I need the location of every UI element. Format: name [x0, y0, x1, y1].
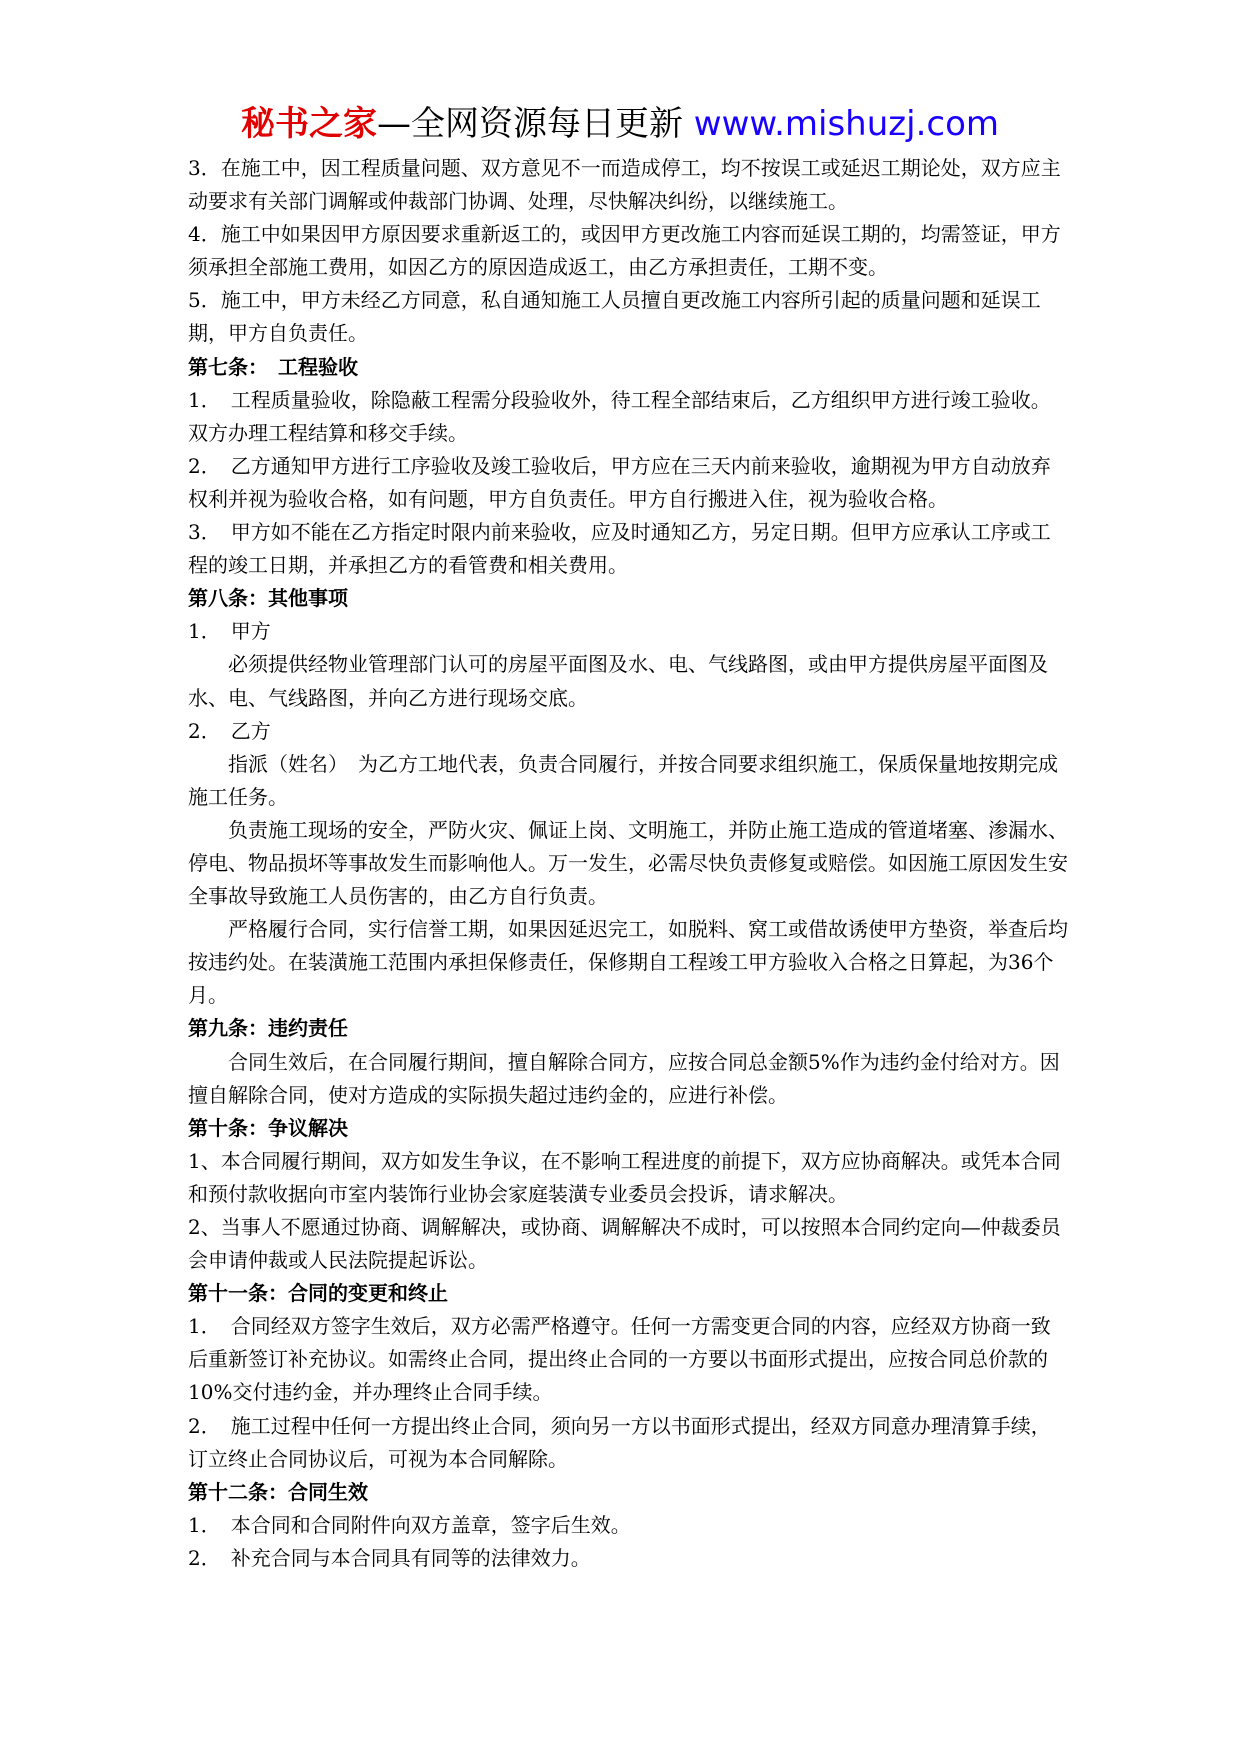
- contract-paragraph: 2． 施工过程中任何一方提出终止合同，须向另一方以书面形式提出，经双方同意办理清算手续，订立终止合同协议后，可视为本合同解除。: [188, 1413, 1051, 1471]
- section-heading: 第十条：争议解决: [188, 1115, 348, 1140]
- page-header: [0, 98, 1240, 150]
- contract-paragraph: 合同生效后，在合同履行期间，擅自解除合同方，应按合同总金额5%作为违约金付给对方。因擅自解除合同，使对方造成的实际损失超过违约金的，应进行补偿。: [188, 1049, 1060, 1107]
- header-url-link[interactable]: www.mishuzj.com: [693, 104, 999, 144]
- contract-paragraph: 1． 合同经双方签字生效后，双方必需严格遵守。任何一方需变更合同的内容，应经双方协商一致后重新签订补充协议。如需终止合同，提出终止合同的一方要以书面形式提出，应按合同总价款的10%交付违约金，并办理终止合同手续。: [188, 1314, 1051, 1405]
- contract-paragraph: 1、本合同履行期间，双方如发生争议，在不影响工程进度的前提下，双方应协商解决。或凭本合同和预付款收据向市室内装饰行业协会家庭装潢专业委员会投诉，请求解决。: [188, 1148, 1061, 1206]
- contract-paragraph: 负责施工现场的安全，严防火灾、佩证上岗、文明施工，并防止施工造成的管道堵塞、渗漏水、停电、物品损坏等事故发生而影响他人。万一发生，必需尽快负责修复或赔偿。如因施工原因发生安全事故导致施工人员伤害的，由乙方自行负责。: [188, 817, 1068, 909]
- contract-paragraph: 1． 工程质量验收，除隐蔽工程需分段验收外，待工程全部结束后，乙方组织甲方进行竣工验收。双方办理工程结算和移交手续。: [188, 387, 1051, 445]
- contract-paragraph: 3． 甲方如不能在乙方指定时限内前来验收，应及时通知乙方，另定日期。但甲方应承认工序或工程的竣工日期，并承担乙方的看管费和相关费用。: [188, 520, 1051, 578]
- contract-paragraph: 必须提供经物业管理部门认可的房屋平面图及水、电、气线路图，或由甲方提供房屋平面图及水、电、气线路图，并向乙方进行现场交底。: [188, 652, 1048, 710]
- contract-paragraph: 2． 乙方: [188, 718, 271, 743]
- contract-body: [188, 152, 1068, 1575]
- contract-paragraph: 5．施工中，甲方未经乙方同意，私自通知施工人员擅自更改施工内容所引起的质量问题和延误工期，甲方自负责任。: [188, 288, 1041, 346]
- contract-paragraph: 1． 本合同和合同附件向双方盖章，签字后生效。: [188, 1512, 631, 1537]
- section-heading: 第八条：其他事项: [188, 586, 348, 611]
- contract-paragraph: 2． 补充合同与本合同具有同等的法律效力。: [188, 1545, 591, 1570]
- contract-paragraph: 1． 甲方: [188, 619, 271, 644]
- header-separator: —: [376, 104, 411, 144]
- section-heading: 第十二条：合同生效: [188, 1479, 368, 1504]
- contract-paragraph: 4．施工中如果因甲方原因要求重新返工的，或因甲方更改施工内容而延误工期的，均需签证，甲方须承担全部施工费用，如因乙方的原因造成返工，由乙方承担责任，工期不变。: [188, 222, 1061, 280]
- section-heading: 第七条： 工程验收: [188, 354, 358, 379]
- section-heading: 第九条：违约责任: [188, 1016, 348, 1041]
- contract-paragraph: 指派（姓名） 为乙方工地代表，负责合同履行，并按合同要求组织施工，保质保量地按期完成施工任务。: [188, 751, 1058, 809]
- contract-paragraph: 严格履行合同，实行信誉工期，如果因延迟完工，如脱料、窝工或借故诱使甲方垫资，举查后均按违约处。在装潢施工范围内承担保修责任，保修期自工程竣工甲方验收入合格之日算起，为36个月。: [188, 917, 1068, 1008]
- section-heading: 第十一条：合同的变更和终止: [188, 1281, 448, 1306]
- header-tagline: 全网资源每日更新: [410, 104, 683, 144]
- header-brand: 秘书之家: [240, 104, 377, 144]
- contract-paragraph: 2、当事人不愿通过协商、调解解决，或协商、调解解决不成时，可以按照本合同约定向—仲裁委员会申请仲裁或人民法院提起诉讼。: [188, 1215, 1061, 1273]
- contract-paragraph: 3．在施工中，因工程质量问题、双方意见不一而造成停工，均不按误工或延迟工期论处，双方应主动要求有关部门调解或仲裁部门协调、处理，尽快解决纠纷，以继续施工。: [188, 156, 1061, 214]
- contract-paragraph: 2． 乙方通知甲方进行工序验收及竣工验收后，甲方应在三天内前来验收，逾期视为甲方自动放弃权利并视为验收合格，如有问题，甲方自负责任。甲方自行搬进入住，视为验收合格。: [188, 453, 1051, 511]
